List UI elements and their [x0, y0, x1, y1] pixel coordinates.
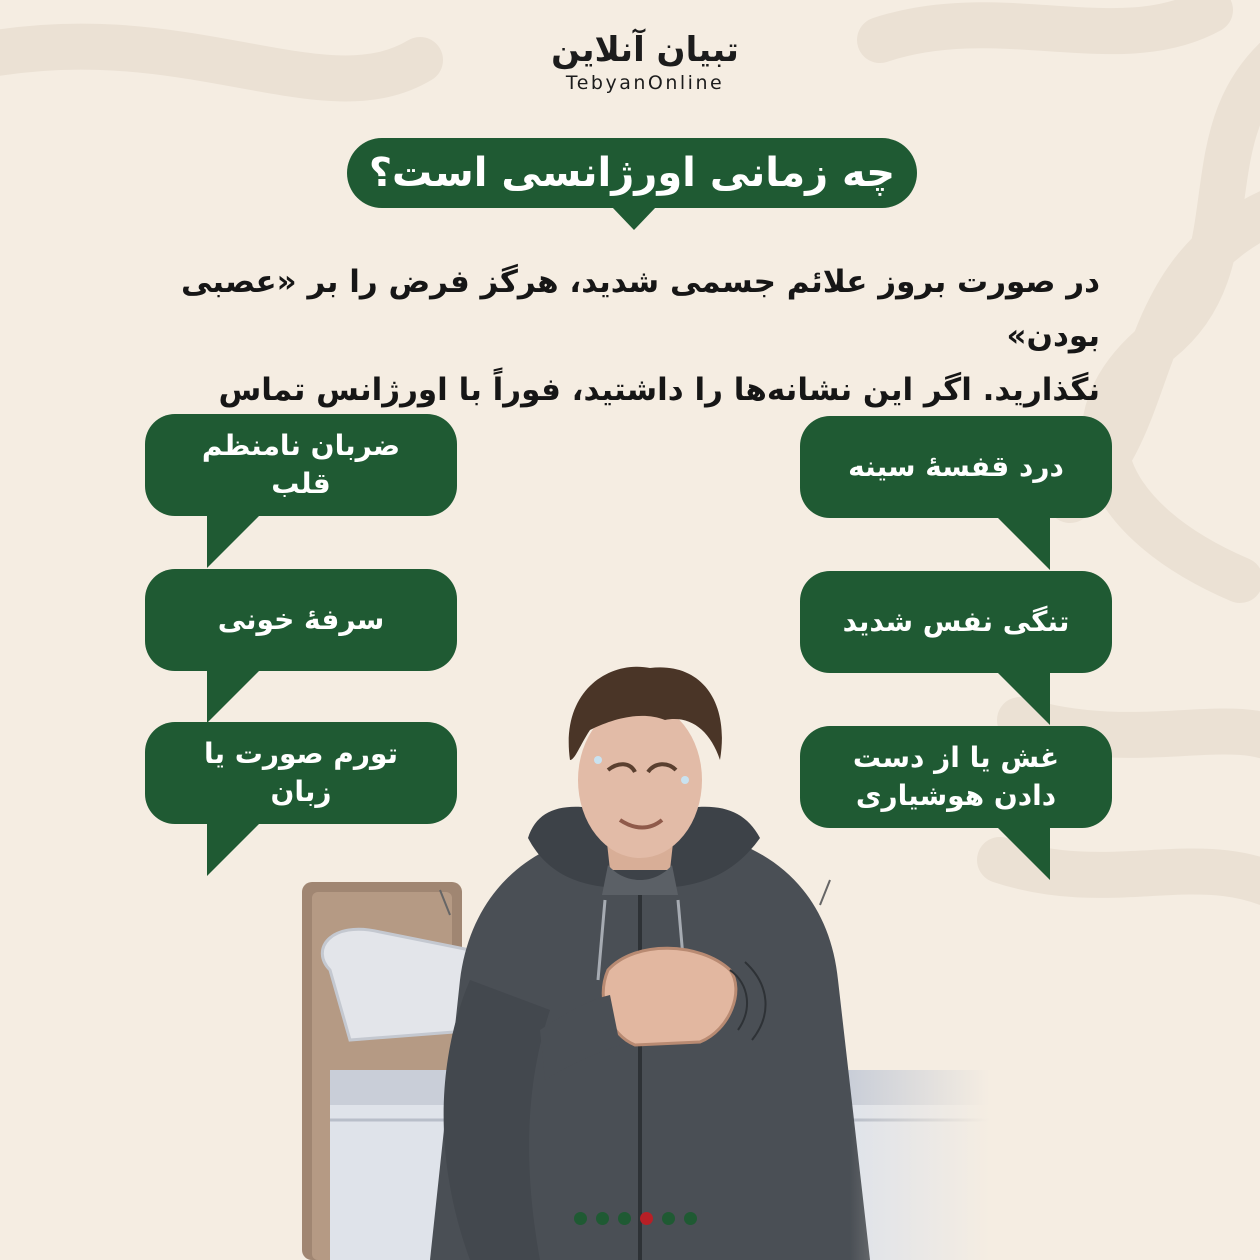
- intro-line-1: در صورت بروز علائم جسمی شدید، هرگز فرض را بر «عصبی بودن»: [180, 264, 1100, 354]
- bubble-tail: [996, 826, 1050, 880]
- pagination-dots: [574, 1212, 697, 1225]
- bubble-tail: [207, 514, 261, 568]
- title-banner: [347, 138, 917, 208]
- bubble-tail: [996, 516, 1050, 570]
- pagination-dot-active[interactable]: [640, 1212, 653, 1225]
- hand-on-chest: [603, 948, 736, 1045]
- bubble-tail: [207, 669, 261, 723]
- brand-name-fa: تبیان آنلاین: [551, 30, 739, 70]
- symptom-label: غش یا از دست دادن هوشیاری: [852, 741, 1060, 812]
- pagination-dot[interactable]: [618, 1212, 631, 1225]
- pagination-dot[interactable]: [574, 1212, 587, 1225]
- symptom-label: تورم صورت یا زبان: [203, 737, 399, 808]
- pagination-dot[interactable]: [684, 1212, 697, 1225]
- symptom-label: ضربان نامنظم قلب: [201, 429, 401, 500]
- symptom-bubble-irregular-heartbeat: [145, 414, 457, 516]
- symptom-label: تنگی نفس شدید: [842, 605, 1070, 638]
- symptom-bubble-coughing-blood: [145, 569, 457, 671]
- symptom-bubble-chest-pain: [800, 416, 1112, 518]
- pagination-dot[interactable]: [596, 1212, 609, 1225]
- symptom-bubble-fainting: [800, 726, 1112, 828]
- symptom-label: سرفهٔ خونی: [217, 603, 385, 636]
- pagination-dot[interactable]: [662, 1212, 675, 1225]
- symptom-label: درد قفسهٔ سینه: [848, 450, 1064, 483]
- bubble-tail: [207, 822, 261, 876]
- symptom-bubble-swelling: [145, 722, 457, 824]
- symptom-bubble-shortness-of-breath: [800, 571, 1112, 673]
- bubble-tail: [996, 671, 1050, 725]
- page-title: چه زمانی اورژانسی است؟: [368, 150, 896, 196]
- intro-line-2: نگذارید. اگر این نشانه‌ها را داشتید، فوراً با اورژانس تماس: [218, 372, 1100, 408]
- brand-logo: [530, 30, 760, 94]
- brand-name-en: TebyanOnline: [565, 72, 725, 94]
